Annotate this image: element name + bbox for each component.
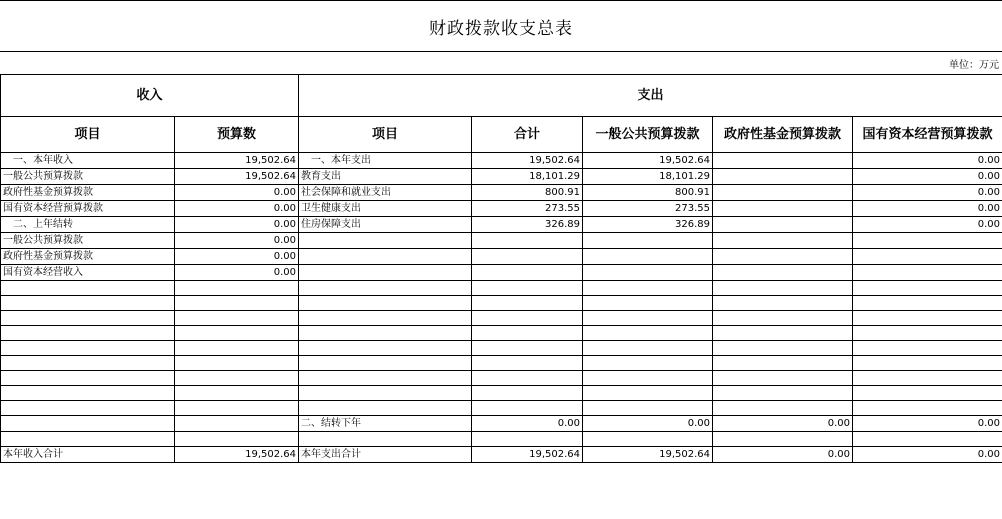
cell-budget: 0.00 [175, 233, 299, 249]
cell-budget [175, 281, 299, 296]
cell-total [472, 311, 583, 326]
cell-budget [175, 416, 299, 432]
cell-budget: 0.00 [175, 185, 299, 201]
cell-income-item: 政府性基金预算拨款 [1, 249, 175, 265]
cell-state-capital [853, 296, 1002, 311]
cell-total [472, 249, 583, 265]
cell-gov-fund [713, 311, 853, 326]
cell-expense-item [299, 249, 472, 265]
cell-general [583, 265, 713, 281]
cell-expense-item: 二、结转下年 [299, 416, 472, 432]
cell-budget: 0.00 [175, 265, 299, 281]
cell-state-capital [853, 356, 1002, 371]
cell-general [583, 432, 713, 447]
cell-expense-item [299, 233, 472, 249]
cell-total [472, 341, 583, 356]
cell-income-item [1, 296, 175, 311]
cell-state-capital [853, 265, 1002, 281]
cell-general [583, 371, 713, 386]
table-row [1, 201, 1002, 217]
cell-income-item [1, 401, 175, 416]
table-row [1, 356, 1002, 371]
cell-income-item [1, 326, 175, 341]
table-row [1, 296, 1002, 311]
cell-income-item [1, 311, 175, 326]
cell-income-item [1, 281, 175, 296]
cell-income-item [1, 356, 175, 371]
cell-budget: 0.00 [175, 249, 299, 265]
cell-expense-item [299, 432, 472, 447]
page-title: 财政拨款收支总表 [429, 18, 573, 39]
cell-general [583, 281, 713, 296]
cell-income-item: 国有资本经营预算拨款 [1, 201, 175, 217]
section-expense: 支出 [299, 75, 1002, 117]
table-row [1, 153, 1002, 169]
cell-expense-item [299, 265, 472, 281]
cell-gov-fund [713, 326, 853, 341]
cell-total [472, 432, 583, 447]
table-row [1, 265, 1002, 281]
cell-total: 0.00 [472, 416, 583, 432]
cell-expense-item [299, 281, 472, 296]
cell-gov-fund [713, 249, 853, 265]
cell-total: 273.55 [472, 201, 583, 217]
table-row [1, 386, 1002, 401]
cell-gov-fund: 0.00 [713, 447, 853, 463]
cell-total [472, 326, 583, 341]
cell-budget: 19,502.64 [175, 153, 299, 169]
cell-income-item: 国有资本经营收入 [1, 265, 175, 281]
cell-income-item [1, 432, 175, 447]
cell-budget [175, 401, 299, 416]
cell-general: 800.91 [583, 185, 713, 201]
cell-expense-item [299, 326, 472, 341]
cell-budget: 0.00 [175, 217, 299, 233]
cell-gov-fund [713, 432, 853, 447]
header-total: 合计 [472, 117, 583, 153]
cell-expense-item [299, 296, 472, 311]
cell-gov-fund [713, 281, 853, 296]
cell-expense-item [299, 356, 472, 371]
cell-gov-fund [713, 201, 853, 217]
cell-general: 0.00 [583, 416, 713, 432]
cell-budget [175, 432, 299, 447]
cell-general [583, 311, 713, 326]
cell-income-item [1, 386, 175, 401]
cell-income-item: 本年收入合计 [1, 447, 175, 463]
cell-income-item: 一、本年收入 [1, 153, 175, 169]
cell-general: 19,502.64 [583, 447, 713, 463]
table-row [1, 371, 1002, 386]
cell-total [472, 356, 583, 371]
cell-income-item: 政府性基金预算拨款 [1, 185, 175, 201]
cell-gov-fund [713, 233, 853, 249]
cell-general [583, 341, 713, 356]
cell-state-capital [853, 432, 1002, 447]
cell-general [583, 356, 713, 371]
cell-expense-item [299, 401, 472, 416]
cell-expense-item: 教育支出 [299, 169, 472, 185]
table-row [1, 249, 1002, 265]
cell-general [583, 249, 713, 265]
cell-gov-fund: 0.00 [713, 416, 853, 432]
cell-gov-fund [713, 169, 853, 185]
cell-general: 326.89 [583, 217, 713, 233]
cell-total: 800.91 [472, 185, 583, 201]
cell-income-item: 一般公共预算拨款 [1, 169, 175, 185]
cell-general [583, 233, 713, 249]
section-income: 收入 [1, 75, 299, 117]
cell-gov-fund [713, 341, 853, 356]
cell-gov-fund [713, 153, 853, 169]
cell-expense-item: 住房保障支出 [299, 217, 472, 233]
cell-total: 326.89 [472, 217, 583, 233]
cell-budget: 0.00 [175, 201, 299, 217]
cell-budget [175, 311, 299, 326]
cell-total: 19,502.64 [472, 153, 583, 169]
cell-expense-item: 卫生健康支出 [299, 201, 472, 217]
cell-general [583, 386, 713, 401]
title-row [0, 0, 1002, 52]
cell-state-capital: 0.00 [853, 185, 1002, 201]
cell-state-capital [853, 371, 1002, 386]
table-row [1, 233, 1002, 249]
cell-gov-fund [713, 265, 853, 281]
cell-general: 273.55 [583, 201, 713, 217]
cell-state-capital: 0.00 [853, 447, 1002, 463]
header-expense-item: 项目 [299, 117, 472, 153]
cell-expense-item: 一、本年支出 [299, 153, 472, 169]
cell-state-capital [853, 326, 1002, 341]
cell-budget [175, 326, 299, 341]
cell-expense-item [299, 371, 472, 386]
cell-total [472, 296, 583, 311]
cell-gov-fund [713, 296, 853, 311]
cell-state-capital [853, 401, 1002, 416]
cell-general [583, 326, 713, 341]
header-income-item: 项目 [1, 117, 175, 153]
cell-state-capital: 0.00 [853, 416, 1002, 432]
cell-income-item: 二、上年结转 [1, 217, 175, 233]
section-header-row [1, 75, 1002, 117]
cell-total: 18,101.29 [472, 169, 583, 185]
cell-state-capital [853, 281, 1002, 296]
header-gov-fund: 政府性基金预算拨款 [713, 117, 853, 153]
cell-state-capital [853, 341, 1002, 356]
cell-budget [175, 371, 299, 386]
cell-total [472, 265, 583, 281]
cell-income-item [1, 371, 175, 386]
table-row [1, 416, 1002, 432]
cell-budget [175, 356, 299, 371]
cell-expense-item [299, 311, 472, 326]
cell-budget [175, 341, 299, 356]
cell-gov-fund [713, 356, 853, 371]
cell-general [583, 296, 713, 311]
cell-income-item [1, 416, 175, 432]
table-row [1, 447, 1002, 463]
unit-label: 单位：万元 [949, 59, 999, 71]
cell-total [472, 371, 583, 386]
table-row [1, 432, 1002, 447]
cell-general [583, 401, 713, 416]
cell-state-capital [853, 249, 1002, 265]
table-row [1, 341, 1002, 356]
cell-gov-fund [713, 401, 853, 416]
cell-gov-fund [713, 185, 853, 201]
cell-expense-item [299, 341, 472, 356]
cell-total [472, 401, 583, 416]
table-row [1, 217, 1002, 233]
cell-total [472, 281, 583, 296]
cell-total: 19,502.64 [472, 447, 583, 463]
cell-budget: 19,502.64 [175, 169, 299, 185]
table-row [1, 326, 1002, 341]
cell-state-capital [853, 311, 1002, 326]
cell-expense-item: 社会保障和就业支出 [299, 185, 472, 201]
cell-total [472, 386, 583, 401]
table-row [1, 281, 1002, 296]
cell-state-capital [853, 386, 1002, 401]
unit-row [0, 52, 1002, 74]
cell-general: 18,101.29 [583, 169, 713, 185]
cell-total [472, 233, 583, 249]
budget-table [0, 74, 1002, 463]
cell-budget [175, 296, 299, 311]
table-row [1, 169, 1002, 185]
header-state-capital: 国有资本经营预算拨款 [853, 117, 1002, 153]
cell-state-capital: 0.00 [853, 217, 1002, 233]
cell-state-capital: 0.00 [853, 169, 1002, 185]
table-row [1, 401, 1002, 416]
cell-expense-item [299, 386, 472, 401]
header-general: 一般公共预算拨款 [583, 117, 713, 153]
table-row [1, 311, 1002, 326]
cell-budget: 19,502.64 [175, 447, 299, 463]
cell-expense-item: 本年支出合计 [299, 447, 472, 463]
cell-gov-fund [713, 217, 853, 233]
table-row [1, 185, 1002, 201]
cell-general: 19,502.64 [583, 153, 713, 169]
cell-gov-fund [713, 371, 853, 386]
header-budget: 预算数 [175, 117, 299, 153]
column-header-row [1, 117, 1002, 153]
cell-income-item [1, 341, 175, 356]
cell-budget [175, 386, 299, 401]
cell-gov-fund [713, 386, 853, 401]
cell-state-capital: 0.00 [853, 153, 1002, 169]
cell-income-item: 一般公共预算拨款 [1, 233, 175, 249]
cell-state-capital: 0.00 [853, 201, 1002, 217]
cell-state-capital [853, 233, 1002, 249]
